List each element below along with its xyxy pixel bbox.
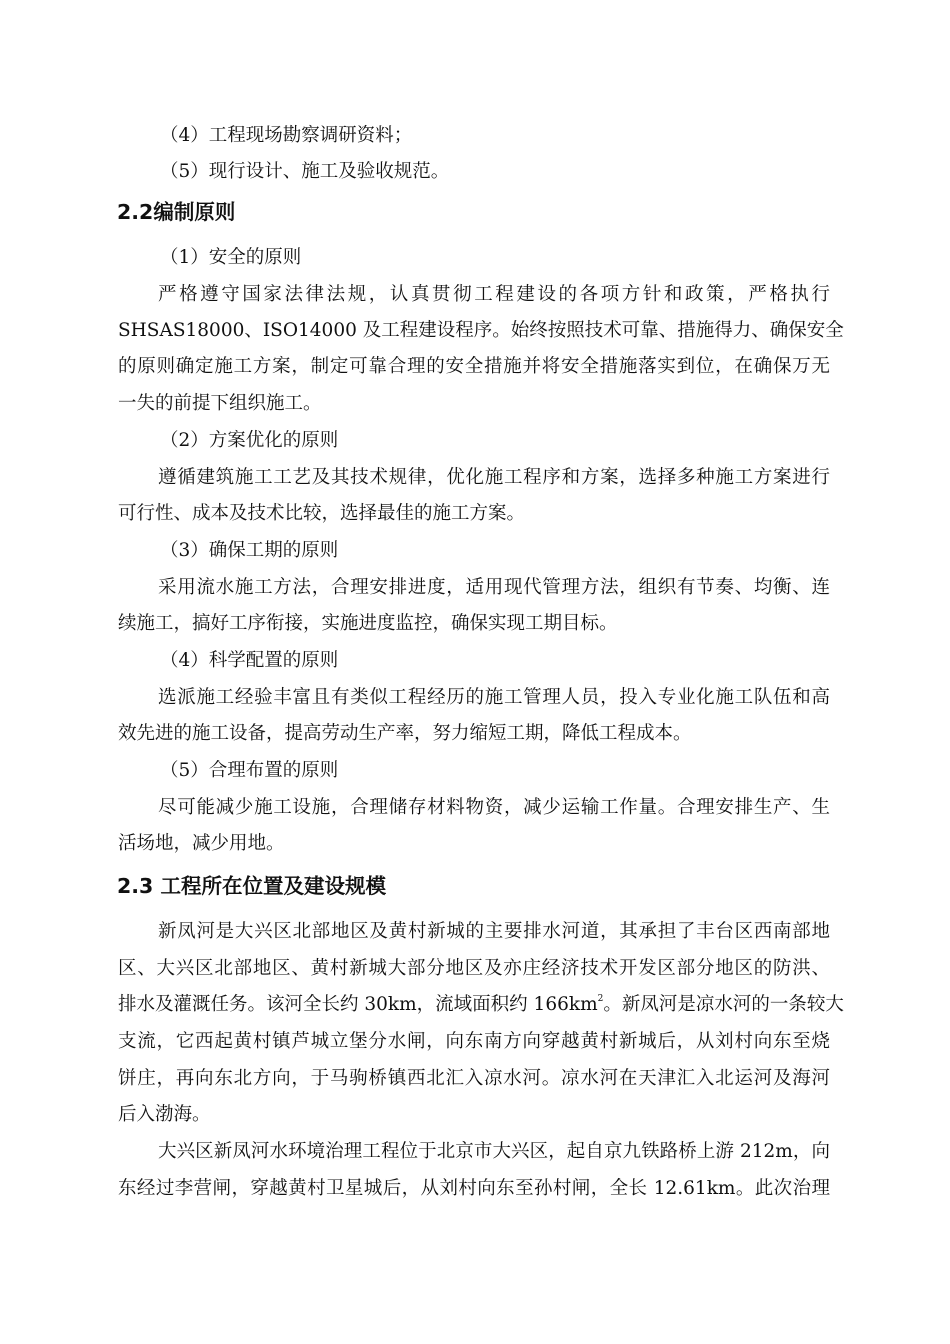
paragraph-line: 采用流水施工方法，合理安排进度，适用现代管理方法，组织有节奏、均衡、连 <box>158 577 830 598</box>
section-heading-2-3: 2.3 工程所在位置及建设规模 <box>117 874 386 898</box>
section-heading-2-2: 2.2编制原则 <box>117 200 236 224</box>
paragraph-line: 尽可能减少施工设施，合理储存材料物资，减少运输工作量。合理安排生产、生 <box>158 797 830 818</box>
principle-title-1: （1）安全的原则 <box>160 247 302 268</box>
paragraph-line: 活场地，减少用地。 <box>118 833 285 854</box>
paragraph-line: 大兴区新凤河水环境治理工程位于北京市大兴区，起自京九铁路桥上游 212m，向 <box>158 1141 830 1162</box>
paragraph-line: 东经过李营闸，穿越黄村卫星城后，从刘村向东至孙村闸，全长 12.61km。此次治理 <box>118 1178 830 1199</box>
paragraph-line: 续施工，搞好工序衔接，实施进度监控，确保实现工期目标。 <box>118 613 618 634</box>
text-run: 。新凤河是凉水河的一条较大 <box>603 994 844 1015</box>
paragraph-line: 支流，它西起黄村镇芦城立堡分水闸，向东南方向穿越黄村新城后，从刘村向东至烧 <box>118 1031 830 1052</box>
reference-item-4: （4）工程现场勘察调研资料； <box>160 125 413 146</box>
paragraph-line: 可行性、成本及技术比较，选择最佳的施工方案。 <box>118 503 526 524</box>
paragraph-line: 后入渤海。 <box>118 1104 211 1125</box>
text-run: 排水及灌溉任务。该河全长约 30km，流域面积约 166km <box>118 994 598 1015</box>
paragraph-line <box>118 993 844 1017</box>
principle-title-5: （5）合理布置的原则 <box>160 760 339 781</box>
reference-item-5: （5）现行设计、施工及验收规范。 <box>160 161 450 182</box>
paragraph-line: 选派施工经验丰富且有类似工程经历的施工管理人员，投入专业化施工队伍和高 <box>158 687 830 708</box>
paragraph-line: 饼庄，再向东北方向，于马驹桥镇西北汇入凉水河。凉水河在天津汇入北运河及海河 <box>118 1068 830 1089</box>
principle-title-3: （3）确保工期的原则 <box>160 540 339 561</box>
principle-title-2: （2）方案优化的原则 <box>160 430 339 451</box>
paragraph-line: 新凤河是大兴区北部地区及黄村新城的主要排水河道，其承担了丰台区西南部地 <box>158 921 830 942</box>
principle-title-4: （4）科学配置的原则 <box>160 650 339 671</box>
paragraph-line: 的原则确定施工方案，制定可靠合理的安全措施并将安全措施落实到位，在确保万无 <box>118 356 830 377</box>
paragraph-line: 区、大兴区北部地区、黄村新城大部分地区及亦庄经济技术开发区部分地区的防洪、 <box>118 958 830 979</box>
paragraph-line: 严格遵守国家法律法规，认真贯彻工程建设的各项方针和政策，严格执行 <box>158 284 830 305</box>
paragraph-line: 遵循建筑施工工艺及其技术规律，优化施工程序和方案，选择多种施工方案进行 <box>158 467 830 488</box>
paragraph-line: 一失的前提下组织施工。 <box>118 393 322 414</box>
paragraph-line: 效先进的施工设备，提高劳动生产率，努力缩短工期，降低工程成本。 <box>118 723 692 744</box>
paragraph-line: SHSAS18000、ISO14000 及工程建设程序。始终按照技术可靠、措施得力、确保安全 <box>118 320 844 341</box>
superscript-squared: 2 <box>597 994 604 1004</box>
